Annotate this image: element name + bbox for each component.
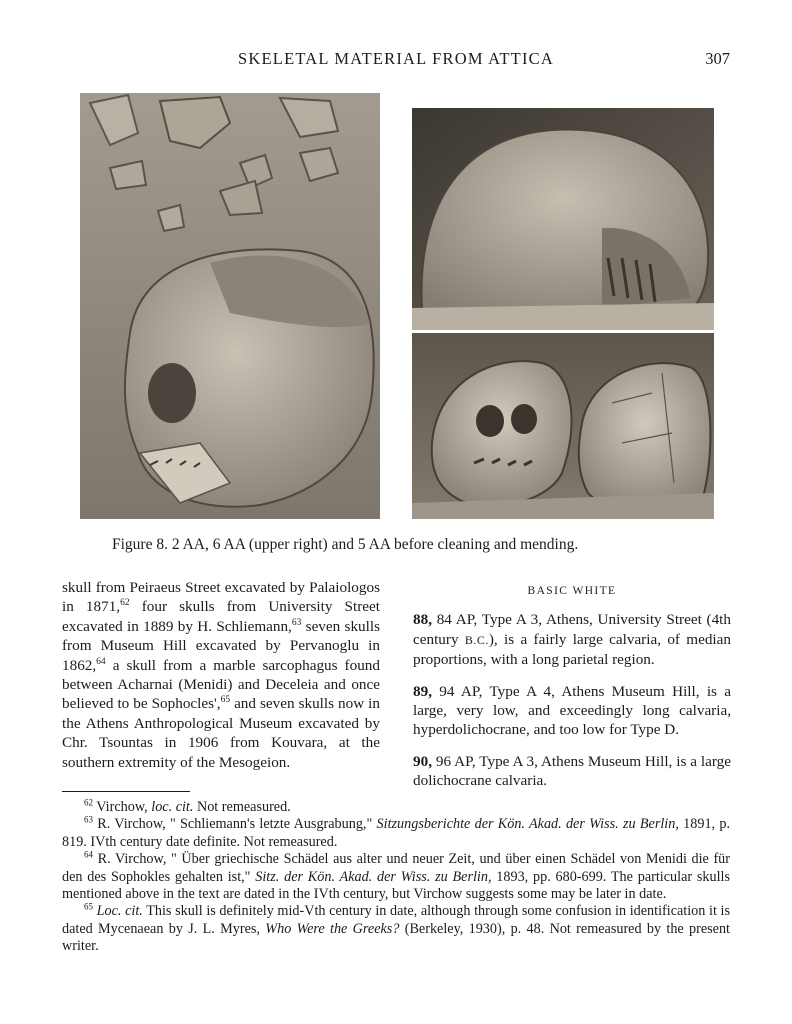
- section-label: BASIC WHITE: [527, 585, 617, 597]
- footnote-ref-62: 62: [120, 598, 130, 609]
- figure-caption: Figure 8. 2 AA, 6 AA (upper right) and 5 AA before cleaning and mending.: [112, 536, 579, 553]
- footnote-ref-64: 64: [96, 656, 106, 667]
- entry-number: 90,: [413, 752, 432, 770]
- catalog-entry-89: 89, 94 AP, Type A 4, Athens Museum Hill, is a large, very low, and exceedingly long calvaria, hyperdolichocrane, and too low for Type D.: [413, 682, 731, 739]
- photo-skull-upper-right: [412, 108, 714, 330]
- footnote-63: $^{63}$ R. Virchow, " Schliemann's letzte Ausgrabung," Sitzungsberichte der Kön. Akad. der Wiss. zu Berlin, 1891, p. 819. IVth century date definite. Not remeasured.: [62, 814, 730, 850]
- left-column: [62, 578, 380, 772]
- footnotes: [62, 799, 730, 956]
- footnote-62: $^{62}$ Virchow, loc. cit. Not remeasured.: [84, 797, 291, 815]
- right-column: [413, 578, 731, 803]
- page-number: 307: [705, 49, 730, 68]
- footnote-64: $^{64}$ R. Virchow, " Über griechische Schädel aus alter und neuer Zeit, und über einen Schädel von Menidi die für den des Sophokles gehalten ist," Sitz. der Kön. Akad. der Wiss. zu Berlin, 1893, pp. 680-699. The particular skulls mentioned above in the text are dated in the IVth century, but Virchow suggests some may be later in date.: [62, 849, 730, 903]
- footnote-ref-63: 63: [291, 617, 302, 628]
- footnote-divider: [62, 791, 190, 792]
- page-header: [0, 47, 792, 71]
- photo-skulls-lower-right: [412, 333, 714, 519]
- footnote-65: $^{65}$ Loc. cit. This skull is definitely mid-Vth century in date, although through some confusion in identification it is dated Mycenaean by J. L. Myres, Who Were the Greeks? (Berkeley, 1930), p. 48. Not remeasured by the present writer.: [62, 901, 730, 955]
- running-head: SKELETAL MATERIAL FROM ATTICA: [238, 49, 554, 68]
- entry-number: 88,: [413, 611, 432, 629]
- photo-skull-in-soil: [80, 93, 380, 519]
- footnote-ref-65: 65: [220, 695, 231, 706]
- body-paragraph: skull from Peiraeus Street excavated by Palaiologos in 1871,62 four skulls from University Street excavated in 1889 by H. Schliemann,$^{63}$ seven skulls from Museum Hill excavated by Pervanoglu in 1862,64 a skull from a marble sarcophagus found between Acharnai (Menidi) and Deceleia and once believed to be Sophocles',$^{65}$ and seven skulls now in the Athens Anthropological Museum excavated by Chr. Tsountas in 1906 from Kouvara, at the southern extremity of the Mesogeion.: [62, 579, 380, 771]
- catalog-entry-90: 90, 96 AP, Type A 3, Athens Museum Hill, is a large dolichocrane calvaria.: [413, 752, 731, 790]
- catalog-entry-88: 88, 84 AP, Type A 3, Athens, University Street (4th century B.C.), is a fairly large calvaria, of median proportions, with a long parietal region.: [413, 611, 731, 669]
- entry-number: 89,: [413, 682, 432, 700]
